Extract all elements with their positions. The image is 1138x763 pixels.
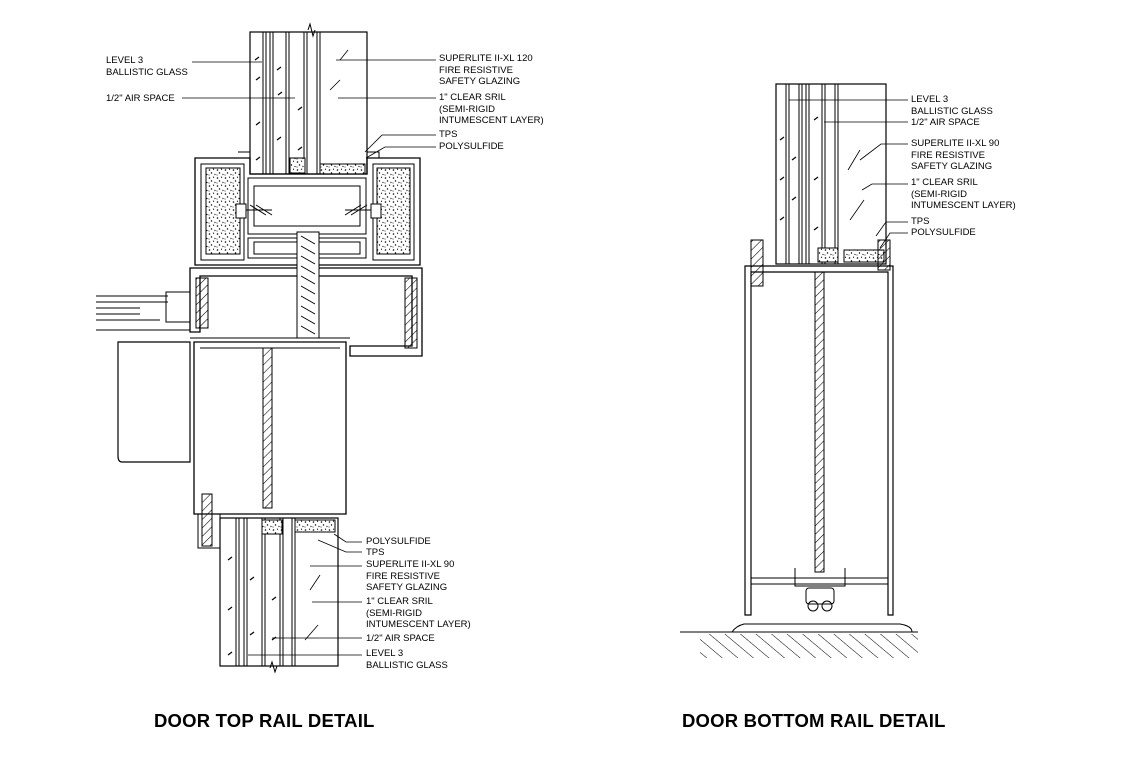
top-rail-wall-connection	[96, 292, 190, 462]
bottom-rail-detail	[680, 84, 918, 658]
top-rail-door-body	[194, 342, 346, 548]
label-level3-upper: LEVEL 3 BALLISTIC GLASS	[106, 55, 188, 78]
bottom-rail-door-body	[745, 240, 893, 615]
label-sril-upper: 1" CLEAR SRIL (SEMI-RIGID INTUMESCENT LAYER)	[439, 92, 544, 126]
bottom-rail-glazing-unit	[776, 84, 886, 264]
label-superlite-120: SUPERLITE II-XL 120 FIRE RESISTIVE SAFETY GLAZING	[439, 53, 533, 87]
label-polysulfide-lower: POLYSULFIDE	[366, 536, 431, 547]
label-air-space-upper: 1/2" AIR SPACE	[106, 93, 175, 104]
label-sril-lower: 1" CLEAR SRIL (SEMI-RIGID INTUMESCENT LAYER)	[366, 596, 471, 630]
label-level3-lower: LEVEL 3 BALLISTIC GLASS	[366, 648, 448, 671]
top-rail-upper-glazing-unit	[250, 24, 367, 174]
label-tps-bottom: TPS	[911, 216, 930, 227]
label-tps-lower: TPS	[366, 547, 385, 558]
bottom-rail-leaders	[789, 100, 908, 248]
top-rail-title: DOOR TOP RAIL DETAIL	[154, 710, 375, 731]
bottom-rail-floor	[680, 624, 918, 658]
label-sril-bottom: 1" CLEAR SRIL (SEMI-RIGID INTUMESCENT LAYER)	[911, 177, 1016, 211]
label-superlite-90-bottom: SUPERLITE II-XL 90 FIRE RESISTIVE SAFETY GLAZING	[911, 138, 1000, 172]
label-air-space-bottom: 1/2" AIR SPACE	[911, 117, 980, 128]
label-polysulfide-upper: POLYSULFIDE	[439, 141, 504, 152]
label-superlite-90-lower: SUPERLITE II-XL 90 FIRE RESISTIVE SAFETY GLAZING	[366, 559, 455, 593]
bottom-rail-title: DOOR BOTTOM RAIL DETAIL	[682, 710, 946, 731]
label-polysulfide-bottom: POLYSULFIDE	[911, 227, 976, 238]
label-level3-bottom: LEVEL 3 BALLISTIC GLASS	[911, 94, 993, 117]
label-air-space-lower: 1/2" AIR SPACE	[366, 633, 435, 644]
label-tps-upper: TPS	[439, 129, 458, 140]
